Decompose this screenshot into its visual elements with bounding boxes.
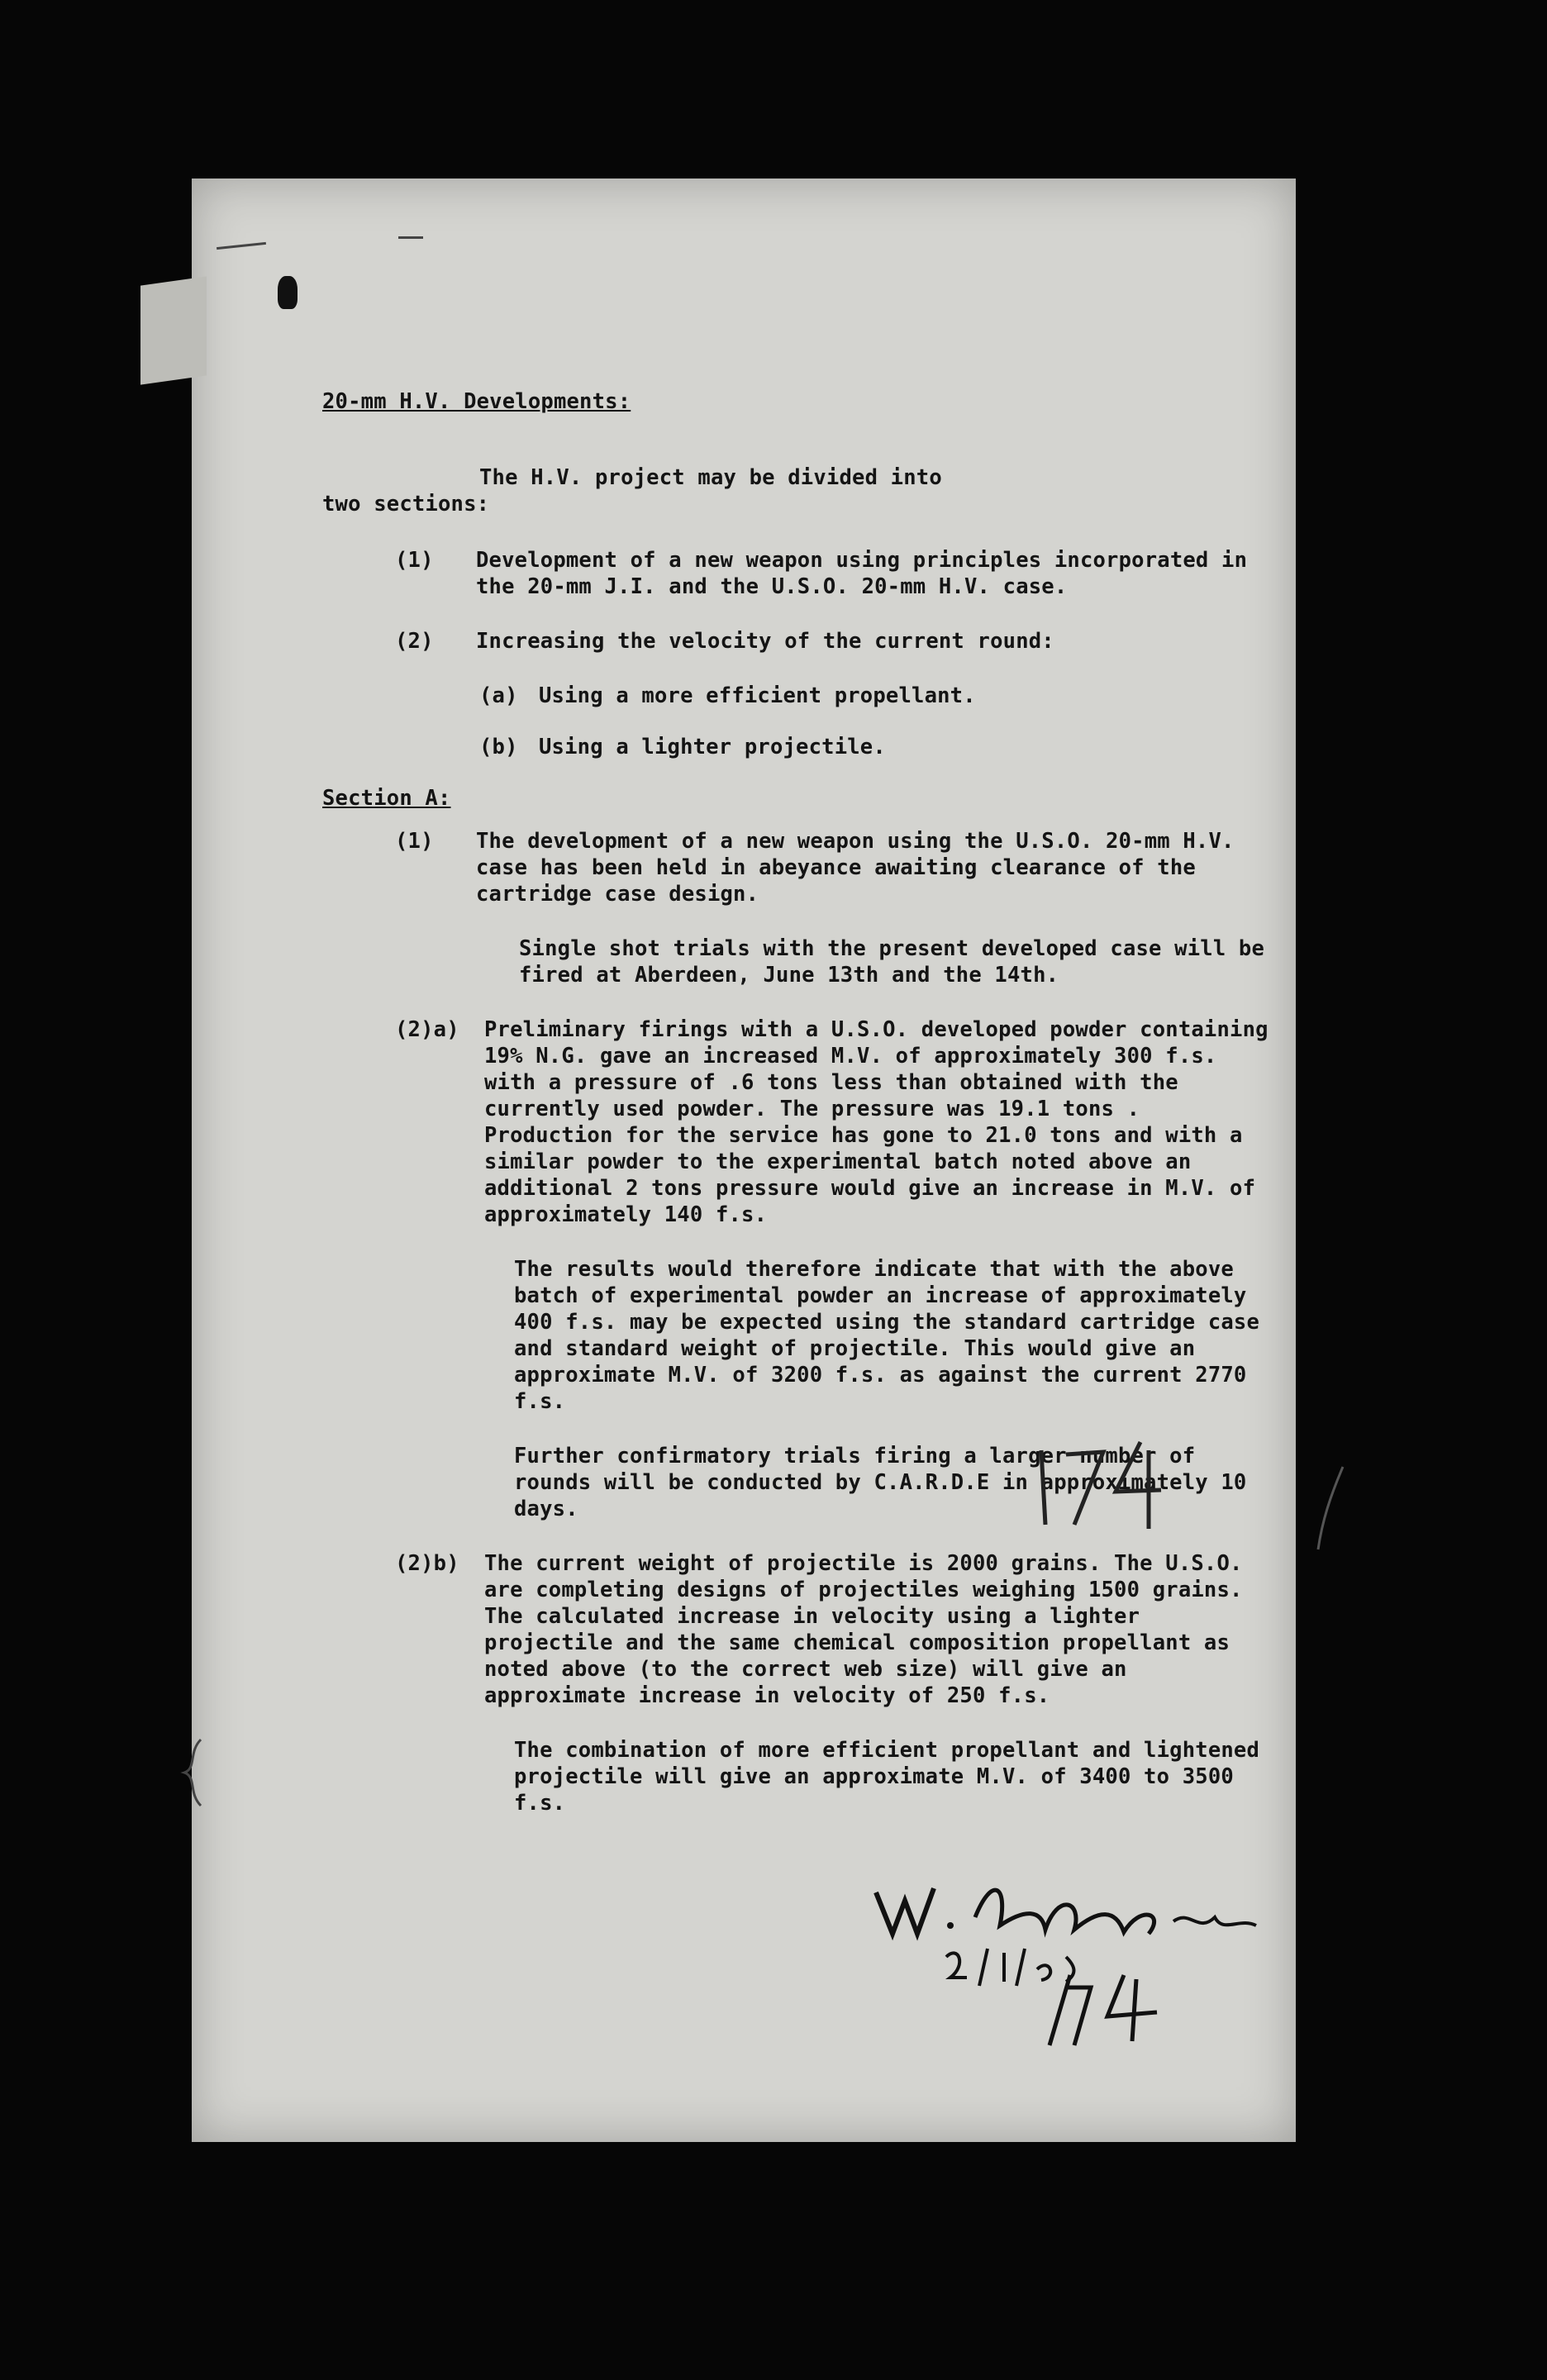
margin-brace bbox=[180, 1735, 205, 1810]
item-text: Development of a new weapon using principles incorporated in the 20-mm J.I. and the U.S.O. 20-mm H.V. case. bbox=[476, 548, 1248, 599]
margin-mark bbox=[1314, 1463, 1347, 1554]
list-item bbox=[322, 547, 1273, 600]
paragraph bbox=[322, 1737, 1273, 1816]
scan-mark bbox=[217, 242, 266, 250]
paragraph-text: The results would therefore indicate that with the above batch of experimental powder an increase of approximately 400 f.s. may be expected using the standard cartridge case and standard weight of projectile. This would give an approximate M.V. of 3200 f.s. as against the current 2770 f.s. bbox=[514, 1257, 1260, 1414]
document-title: 20-mm H.V. Developments: bbox=[322, 389, 631, 414]
paragraph-text: The combination of more efficient propellant and lightened projectile will give an approximate M.V. of 3400 to 3500 f.s. bbox=[514, 1738, 1260, 1816]
signature bbox=[868, 1859, 1264, 1950]
folded-corner bbox=[140, 276, 207, 384]
item-text: The development of a new weapon using the U.S.O. 20-mm H.V. case has been held in abeyance awaiting clearance of the cartridge case design. bbox=[476, 829, 1235, 907]
document-body bbox=[322, 388, 1273, 1844]
item-number: (1) bbox=[395, 829, 434, 854]
item-text: Increasing the velocity of the current round: bbox=[476, 629, 1054, 654]
item-number: (2)b) bbox=[395, 1551, 459, 1576]
handwritten-page-number bbox=[1025, 1434, 1173, 1533]
list-item bbox=[322, 1016, 1273, 1228]
handwritten-initials bbox=[1033, 1967, 1198, 2049]
sub-item bbox=[322, 683, 1273, 709]
sub-item-label: (b) bbox=[479, 735, 518, 759]
sub-item-text: Using a more efficient propellant. bbox=[539, 683, 976, 708]
intro-line: The H.V. project may be divided into bbox=[479, 465, 942, 490]
paragraph-text: Further confirmatory trials firing a larger number of rounds will be conducted by C.A.R.D.E in approximately 10 days. bbox=[514, 1444, 1247, 1521]
signature-block bbox=[868, 1843, 1281, 2058]
paragraph bbox=[322, 1256, 1273, 1415]
sub-item-label: (a) bbox=[479, 683, 518, 708]
list-item bbox=[322, 828, 1273, 907]
item-text: Preliminary firings with a U.S.O. developed powder containing 19% N.G. gave an increased M.V. of approximately 300 f.s. with a pressure of .6 tons less than obtained with the currently used powder. The pressure was 19.1 tons . Production for the service has gone to 21.0 tons and with a similar powder to the experimental batch noted above an additional 2 tons pressure would give an increase in M.V. of approximately 140 f.s. bbox=[484, 1017, 1269, 1227]
paragraph-text: Single shot trials with the present developed case will be fired at Aberdeen, June 13th and the 14th. bbox=[519, 936, 1265, 988]
paragraph bbox=[322, 935, 1273, 988]
item-text: The current weight of projectile is 2000 grains. The U.S.O. are completing designs of projectiles weighing 1500 grains. The calculated increase in velocity using a lighter projectile and the same chemical composition propellant as noted above (to the correct web size) will give an approximate increase in velocity of 250 f.s. bbox=[484, 1551, 1243, 1708]
item-number: (1) bbox=[395, 548, 434, 573]
scan-mark bbox=[398, 236, 423, 239]
list-item bbox=[322, 1550, 1273, 1709]
ink-blot bbox=[278, 276, 298, 309]
item-number: (2)a) bbox=[395, 1017, 459, 1042]
item-number: (2) bbox=[395, 629, 434, 654]
intro-line-cont: two sections: bbox=[322, 492, 490, 516]
sub-item bbox=[322, 734, 1273, 760]
sub-item-text: Using a lighter projectile. bbox=[539, 735, 886, 759]
section-heading: Section A: bbox=[322, 786, 451, 811]
list-item bbox=[322, 628, 1273, 654]
